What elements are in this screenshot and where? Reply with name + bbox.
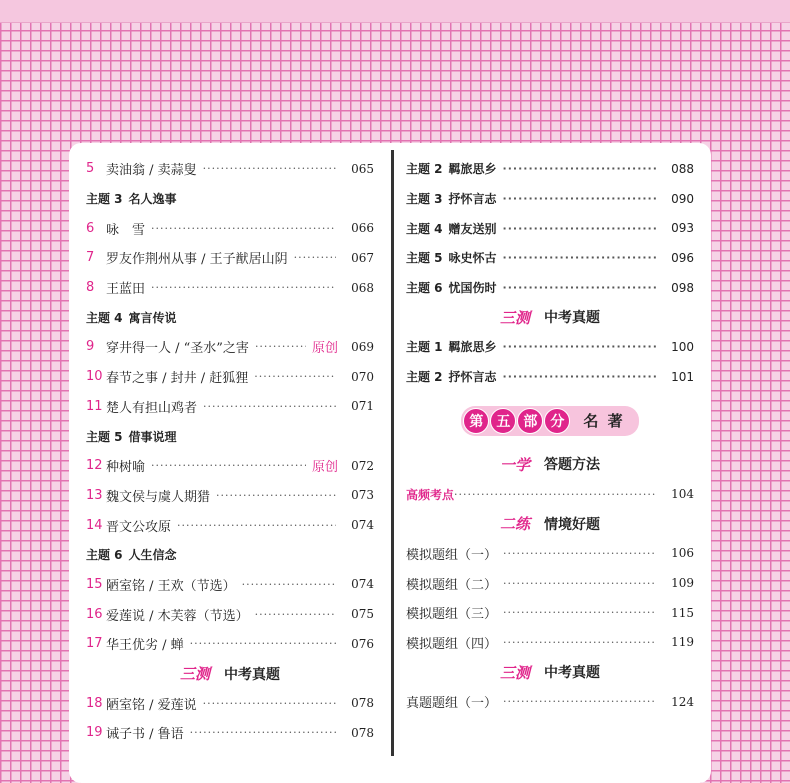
toc-entry[interactable]: 18 陋室铭 / 爱莲说 ····· 078: [86, 688, 374, 718]
right-column: [406, 154, 694, 717]
part-banner: [406, 392, 694, 450]
toc-entry[interactable]: 7 罗友作荆州从事 / 王子猷居山阴 ····· 067: [86, 243, 374, 273]
toc-entry[interactable]: 模拟题组（一） ····· 106: [406, 539, 694, 569]
toc-entry[interactable]: 真题题组（一） ····· 124: [406, 687, 694, 717]
original-tag: 原创: [311, 460, 338, 476]
toc-entry[interactable]: 16 爱莲说 / 木芙蓉（节选） ····· 075: [86, 599, 374, 629]
toc-entry[interactable]: 15 陋室铭 / 王欢（节选） ····· 074: [86, 570, 374, 600]
toc-topic-entry[interactable]: 主题 2 抒怀言志 ····· 101: [406, 362, 694, 392]
topic-heading: 主题 3 名人逸事: [86, 192, 177, 207]
column-divider: [391, 150, 394, 756]
toc-entry[interactable]: 13 魏文侯与虞人期猎 ····· 073: [86, 481, 374, 511]
toc-entry[interactable]: 模拟题组（四） ····· 119: [406, 628, 694, 658]
toc-entry[interactable]: 模拟题组（二） ····· 109: [406, 568, 694, 598]
toc-entry[interactable]: 11 楚人有担山鸡者 ····· 071: [86, 392, 374, 422]
part-title: 名 著: [583, 412, 625, 430]
toc-entry[interactable]: 5 卖油翁 / 卖蒜叟 ····· 065: [86, 154, 374, 184]
section-subheading: 三测 中考真题: [179, 665, 280, 684]
toc-entry[interactable]: 12 种树喻 ····· 原创 072: [86, 451, 374, 481]
left-column: [86, 154, 374, 748]
section-subheading: 一学 答题方法: [499, 455, 600, 474]
part-five-badge[interactable]: 第 五 部 分 名 著: [461, 406, 638, 436]
toc-topic-entry[interactable]: 主题 4 赠友送别 ····· 093: [406, 213, 694, 243]
topic-heading: 主题 4 寓言传说: [86, 310, 177, 325]
topic-heading: 主题 6 人生信念: [86, 548, 177, 563]
toc-topic-entry[interactable]: 主题 3 抒怀言志 ····· 090: [406, 184, 694, 214]
toc-entry[interactable]: 8 王蓝田 ····· 068: [86, 273, 374, 303]
toc-entry[interactable]: 高频考点 ····· 104: [406, 479, 694, 509]
original-tag: 原创: [311, 341, 338, 357]
toc-entry[interactable]: 14 晋文公攻原 ····· 074: [86, 510, 374, 540]
toc-entry[interactable]: 17 华王优劣 / 蝉 ····· 076: [86, 629, 374, 659]
toc-entry[interactable]: 10 春节之事 / 封井 / 赶狐狸 ····· 070: [86, 362, 374, 392]
section-subheading: 二练 情境好题: [499, 515, 600, 534]
section-subheading: 三测 中考真题: [499, 663, 600, 682]
section-subheading: 三测 中考真题: [499, 308, 600, 327]
toc-topic-entry[interactable]: 主题 1 羁旅思乡 ····· 100: [406, 332, 694, 362]
toc-entry[interactable]: 6 咏 雪 ····· 066: [86, 213, 374, 243]
toc-topic-entry[interactable]: 主题 2 羁旅思乡 ····· 088: [406, 154, 694, 184]
toc-entry[interactable]: 9 穿井得一人 / “圣水”之害 ····· 原创 069: [86, 332, 374, 362]
toc-entry[interactable]: 模拟题组（三） ····· 115: [406, 598, 694, 628]
toc-topic-entry[interactable]: 主题 6 忧国伤时 ····· 098: [406, 273, 694, 303]
topic-heading: 主题 5 借事说理: [86, 429, 177, 444]
toc-topic-entry[interactable]: 主题 5 咏史怀古 ····· 096: [406, 243, 694, 273]
top-band: [0, 0, 790, 23]
toc-entry[interactable]: 19 诫子书 / 鲁语 ····· 078: [86, 718, 374, 748]
